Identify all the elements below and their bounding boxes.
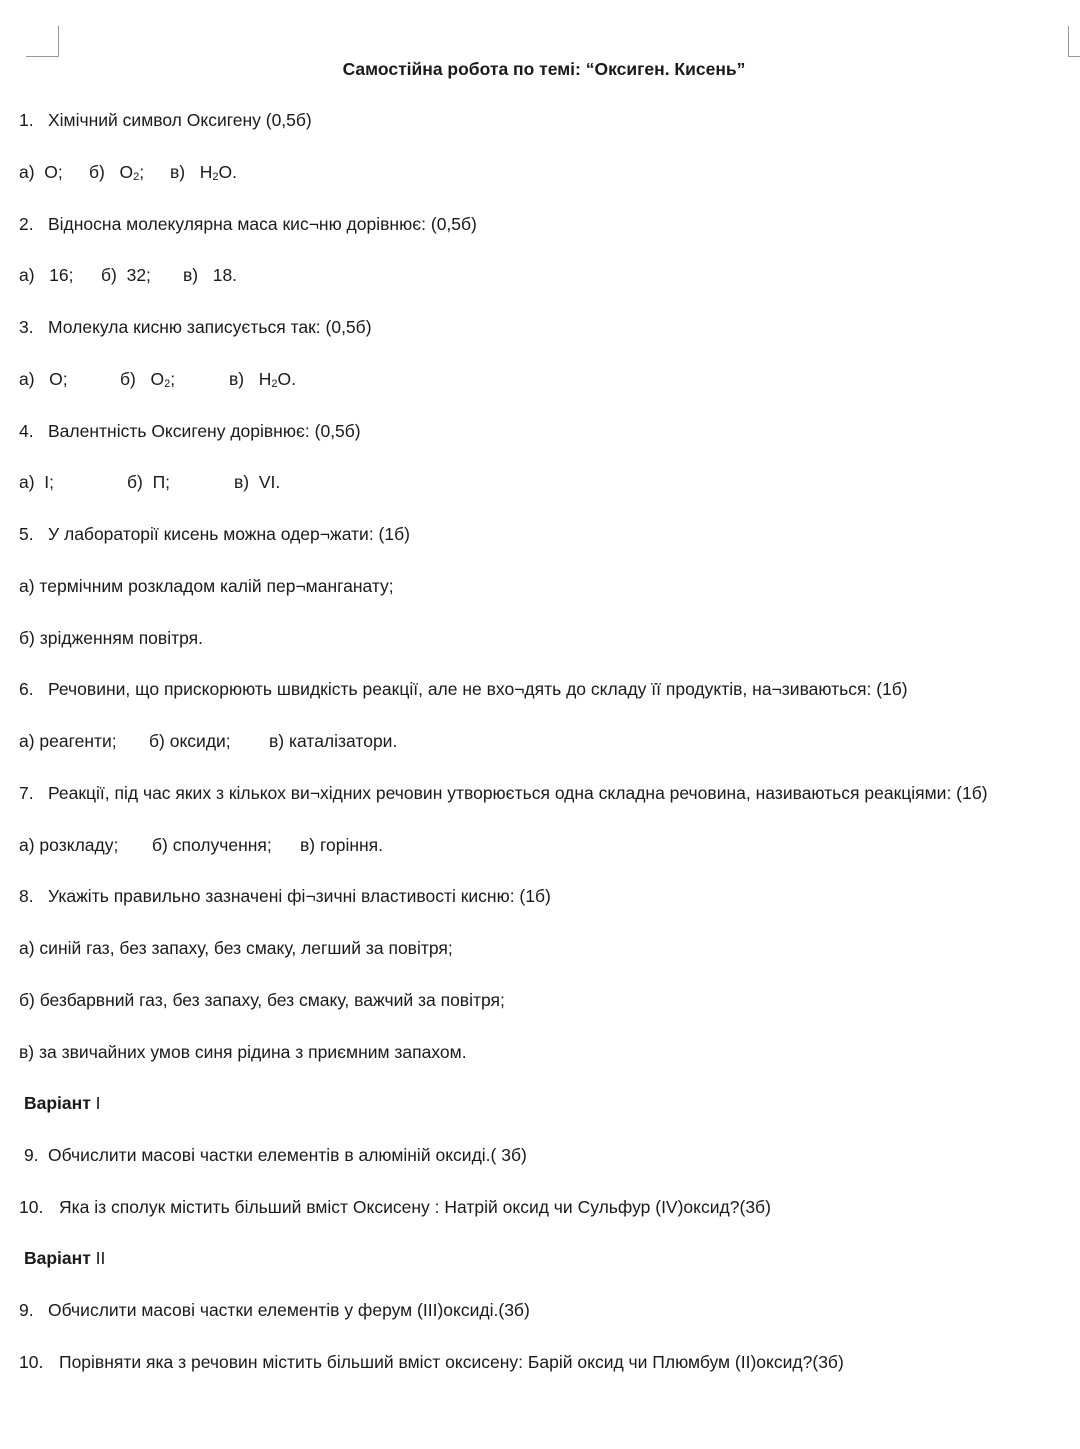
option-b: б) $О_2$; (120, 369, 176, 390)
question-8 (19, 885, 551, 907)
question-number: 9. (24, 1145, 39, 1165)
variant-2-question-9 (19, 1299, 530, 1321)
question-number: 8. (19, 886, 34, 906)
question-number: 6. (19, 679, 34, 699)
question-number: 10. (19, 1352, 44, 1372)
question-1-options (19, 161, 237, 183)
question-text: Порівняти яка з речовин містить більший вміст оксисену: Барій оксид чи Плюмбум (II)оксид?(3б) (59, 1352, 844, 1372)
question-text: Відносна молекулярна маса кис¬ню дорівнює: (0,5б) (48, 214, 477, 234)
option-a: а) 16; (19, 265, 74, 285)
option-b: б) П; (127, 472, 171, 492)
question-number: 7. (19, 783, 34, 803)
question-number: 2. (19, 214, 34, 234)
question-number: 1. (19, 110, 34, 130)
option-a: а) реагенти; (19, 731, 117, 751)
question-4-options (19, 471, 280, 493)
variant-1-question-10 (19, 1196, 771, 1218)
question-text: Молекула кисню записується так: (0,5б) (48, 317, 372, 337)
option-a: а) О; (19, 162, 63, 182)
question-number: 5. (19, 524, 34, 544)
option-c: в) $Н_2О$. (229, 369, 296, 390)
variant-2-question-10 (19, 1351, 844, 1373)
option-a: а) розкладу; (19, 835, 119, 855)
question-3-options (19, 368, 296, 390)
variant-2-heading: Варіант II (24, 1248, 106, 1268)
option-a: а) О; (19, 369, 68, 389)
option-a: а) I; (19, 472, 55, 492)
question-text: Реакції, під час яких з кількох ви¬хідних речовин утворюється одна складна речовина, називаються реакціями: (1б) (48, 783, 988, 803)
question-8-option-b: б) безбарвний газ, без запаху, без смаку, важчий за повітря; (19, 990, 505, 1010)
question-text: Хімічний символ Оксигену (0,5б) (48, 110, 312, 130)
option-c: в) 18. (183, 265, 238, 285)
question-number: 4. (19, 421, 34, 441)
option-c: в) VI. (234, 472, 281, 492)
question-text: Яка із сполук містить більший вміст Оксисену : Натрій оксид чи Сульфур (IV)оксид?(3б) (59, 1197, 771, 1217)
question-number: 9. (19, 1300, 34, 1320)
option-c: в) горіння. (300, 835, 384, 855)
variant-1-heading: Варіант I (24, 1093, 101, 1113)
question-7 (19, 782, 988, 804)
question-7-options (19, 834, 383, 856)
question-2 (19, 213, 477, 235)
page-corner-mark-left (26, 26, 59, 57)
option-c: в) $Н_2О$. (170, 162, 237, 183)
question-4 (19, 420, 361, 442)
option-b: б) оксиди; (149, 731, 231, 751)
option-b: б) $О_2$; (89, 162, 145, 183)
question-6 (19, 678, 908, 700)
question-8-option-c: в) за звичайних умов синя рідина з приємним запахом. (19, 1042, 467, 1062)
variant-1-question-9 (24, 1144, 527, 1166)
question-text: Обчислити масові частки елементів у ферум (III)оксиді.(3б) (48, 1300, 530, 1320)
option-b: б) сполучення; (152, 835, 272, 855)
option-c: в) каталізатори. (269, 731, 398, 751)
question-5-option-a: а) термічним розкладом калій пер¬манганату; (19, 576, 394, 596)
question-2-options (19, 264, 237, 286)
question-5 (19, 523, 410, 545)
question-8-option-a: а) синій газ, без запаху, без смаку, легший за повітря; (19, 938, 453, 958)
question-text: Валентність Оксигену дорівнює: (0,5б) (48, 421, 361, 441)
page-corner-mark-right (1068, 26, 1080, 57)
question-3 (19, 316, 372, 338)
question-number: 10. (19, 1197, 44, 1217)
question-5-option-b: б) зрідженням повітря. (19, 628, 203, 648)
question-text: Речовини, що прискорюють швидкість реакції, але не вхо¬дять до складу її продуктів, на¬зиваються: (1б) (48, 679, 908, 699)
question-number: 3. (19, 317, 34, 337)
option-b: б) 32; (101, 265, 151, 285)
question-text: Укажіть правильно зазначені фі¬зичні властивості кисню: (1б) (48, 886, 551, 906)
question-text: Обчислити масові частки елементів в алюміній оксиді.( 3б) (48, 1145, 527, 1165)
page-title: Самостійна робота по темі: “Оксиген. Кисень” (342, 59, 746, 79)
question-1 (19, 109, 312, 131)
question-6-options (19, 730, 397, 752)
question-text: У лабораторії кисень можна одер¬жати: (1б) (48, 524, 410, 544)
